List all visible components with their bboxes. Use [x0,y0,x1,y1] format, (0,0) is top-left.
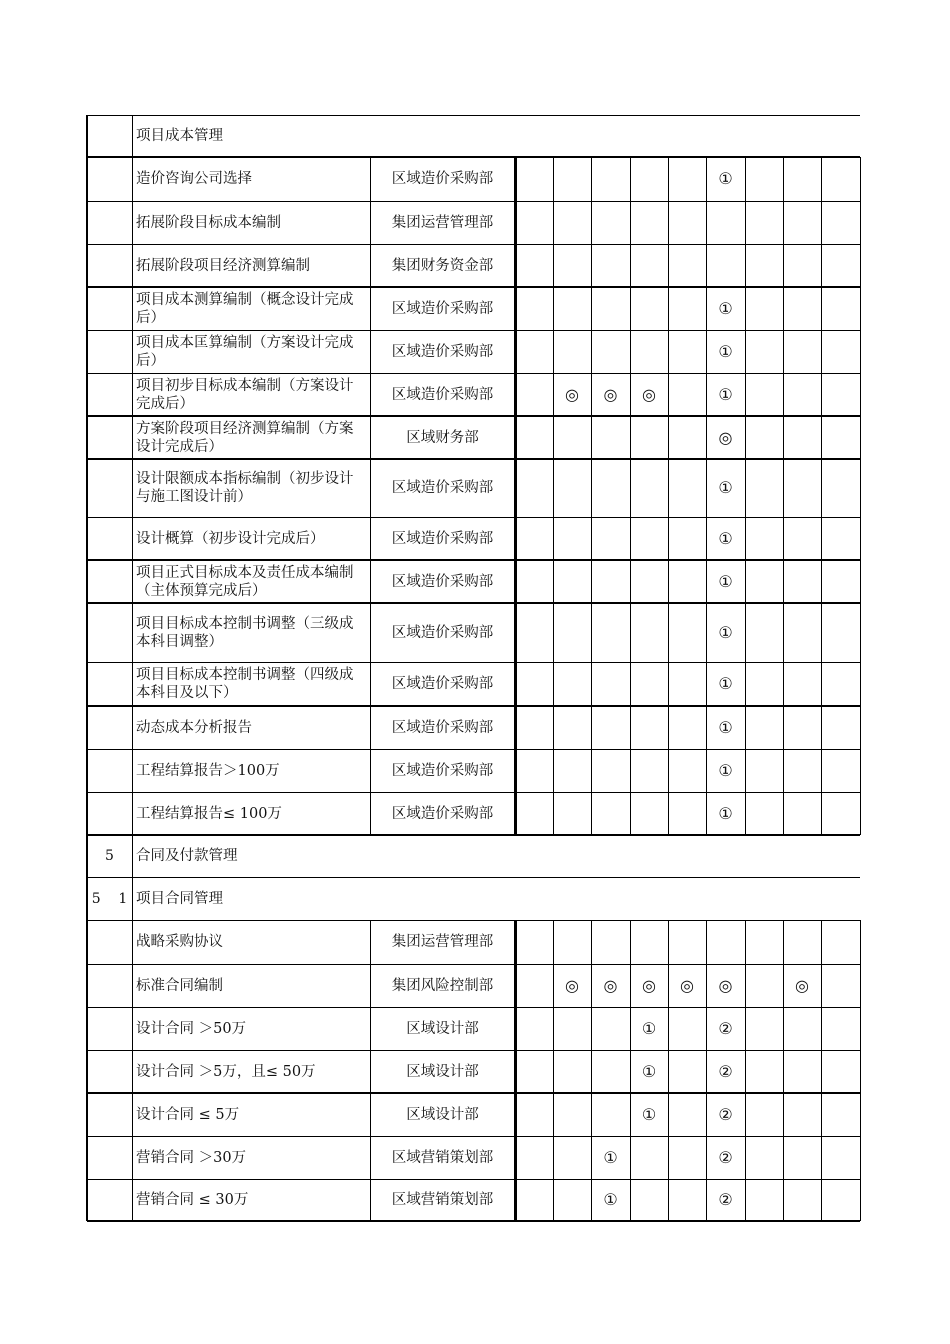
approval-mark-cell [821,287,860,330]
approval-mark-cell [783,459,821,517]
approval-mark-cell [515,662,553,706]
item-name: 工程结算报告≤ 100万 [136,805,282,822]
approval-mark-cell: ① [641,1018,657,1038]
approval-mark-cell [553,560,591,603]
approval-mark-cell [821,560,860,603]
grid-line-vertical [706,157,707,835]
responsible-department: 区域造价采购部 [391,805,494,822]
item-name: 设计合同 ＞5万，且≤ 50万 [136,1063,316,1080]
approval-mark-cell [630,792,668,835]
approval-mark-cell [553,1136,591,1179]
approval-mark-cell [591,560,630,603]
responsible-department: 区域造价采购部 [391,480,494,496]
approval-mark-cell [783,157,821,201]
approval-mark-cell [515,517,553,560]
approval-mark-cell [591,459,630,517]
row-number [87,115,132,157]
approval-mark-cell [591,662,630,706]
approval-mark-cell: ◎ [642,384,656,404]
approval-mark-cell [783,920,821,964]
approval-mark-cell [630,201,668,244]
item-name: 设计概算（初步设计完成后） [136,530,325,547]
section-title: 项目成本管理 [136,128,223,144]
approval-mark-cell [706,201,745,244]
approval-mark-cell [515,603,553,662]
approval-mark-cell [821,459,860,517]
approval-mark-cell [668,1136,706,1179]
approval-mark-cell [821,749,860,792]
approval-mark-cell: ② [718,1018,733,1038]
approval-mark-cell [668,416,706,459]
approval-mark-cell [668,1007,706,1050]
item-name: 营销合同 ＞30万 [136,1149,247,1166]
approval-mark-cell [630,749,668,792]
item-name: 设计限额成本指标编制（初步设计与施工图设计前） [136,471,354,505]
approval-mark-cell [821,662,860,706]
approval-mark-cell [515,1050,553,1093]
approval-mark-cell [821,792,860,835]
approval-mark-cell [668,662,706,706]
approval-mark-cell [591,244,630,287]
approval-mark-cell: ◎ [603,384,618,404]
approval-mark-cell: ② [718,1104,733,1124]
approval-mark-cell: ① [718,384,733,404]
approval-mark-cell [745,1093,783,1136]
approval-mark-cell: ◎ [565,975,579,995]
approval-mark-cell [668,603,706,662]
item-name: 造价咨询公司选择 [136,171,252,187]
grid-line-vertical [86,115,88,1221]
grid-line-vertical [668,920,669,1221]
approval-mark-cell [745,287,783,330]
approval-mark-cell [745,920,783,964]
approval-mark-cell [745,517,783,560]
approval-mark-cell [553,1093,591,1136]
row-number [87,157,132,201]
row-number [87,706,132,749]
approval-mark-cell [591,287,630,330]
grid-line-vertical [745,920,746,1221]
approval-mark-cell [515,373,553,416]
approval-mark-cell [821,1050,860,1093]
item-name: 营销合同 ≤ 30万 [136,1192,249,1208]
approval-mark-cell [783,1007,821,1050]
approval-mark-cell [821,1007,860,1050]
approval-mark-cell [745,244,783,287]
approval-mark-cell: ① [641,1104,657,1124]
approval-mark-cell [783,1093,821,1136]
approval-mark-cell: ◎ [642,975,656,995]
row-number [87,201,132,244]
approval-mark-cell [668,157,706,201]
approval-mark-cell [553,749,591,792]
approval-mark-cell [783,244,821,287]
item-name: 项目初步目标成本编制（方案设计完成后） [136,377,354,412]
grid-line-horizontal [87,115,860,116]
approval-mark-cell: ① [718,298,733,318]
item-name: 设计合同 ≤ 5万 [136,1106,240,1123]
item-name: 项目目标成本控制书调整（四级成本科目及以下） [136,667,354,701]
responsible-department: 区域造价采购部 [391,719,494,736]
approval-mark-cell [515,749,553,792]
responsible-department: 区域造价采购部 [391,573,494,590]
approval-mark-cell [515,1093,553,1136]
approval-mark-cell: ① [718,622,733,642]
row-number [87,244,132,287]
row-number [87,1007,132,1050]
row-number: 5 [105,848,114,864]
approval-mark-cell: ◎ [680,975,694,995]
approval-mark-cell: ② [718,1190,733,1209]
approval-mark-cell [783,373,821,416]
approval-mark-cell [553,244,591,287]
approval-mark-cell [591,517,630,560]
approval-mark-cell [515,244,553,287]
approval-mark-cell [745,157,783,201]
approval-mark-cell [783,330,821,373]
approval-mark-cell [515,330,553,373]
approval-mark-cell [630,1179,668,1221]
row-number [87,560,132,603]
approval-mark-cell [668,560,706,603]
responsible-department: 区域造价采购部 [391,676,494,692]
approval-mark-cell [821,1136,860,1179]
approval-mark-cell [553,920,591,964]
approval-mark-cell [668,373,706,416]
approval-mark-cell [630,459,668,517]
approval-mark-cell [745,416,783,459]
grid-line-vertical [514,920,517,1221]
approval-mark-cell [591,416,630,459]
item-name: 拓展阶段目标成本编制 [136,214,281,231]
row-number [87,1093,132,1136]
grid-line-vertical [860,920,861,1221]
approval-mark-cell [553,603,591,662]
approval-mark-cell [553,287,591,330]
approval-mark-cell [668,201,706,244]
grid-line-vertical [860,157,861,835]
approval-mark-cell [783,1136,821,1179]
approval-mark-cell: ① [603,1147,618,1167]
approval-mark-cell [630,560,668,603]
approval-mark-cell [745,792,783,835]
grid-line-vertical [591,157,592,835]
responsible-department: 区域造价采购部 [391,300,494,317]
approval-mark-cell [553,1007,591,1050]
item-name: 战略采购协议 [136,934,223,950]
approval-mark-cell [745,459,783,517]
approval-mark-cell [745,330,783,373]
grid-line-vertical [514,157,517,835]
approval-mark-cell [745,373,783,416]
approval-mark-cell: ◎ [565,384,579,404]
grid-line-vertical [783,920,784,1221]
item-name: 项目正式目标成本及责任成本编制（主体预算完成后） [136,564,354,599]
approval-mark-cell [553,201,591,244]
approval-mark-cell [745,201,783,244]
approval-mark-cell [515,1007,553,1050]
approval-mark-cell: ① [718,341,733,361]
row-number [87,517,132,560]
approval-mark-cell [783,662,821,706]
approval-mark-cell [591,157,630,201]
approval-mark-cell: ① [641,1061,657,1081]
approval-mark-cell: ◎ [718,427,733,447]
approval-mark-cell [668,244,706,287]
approval-mark-cell [630,157,668,201]
approval-mark-cell [783,1179,821,1221]
approval-mark-cell [745,964,783,1007]
approval-mark-cell [515,706,553,749]
approval-mark-cell [821,244,860,287]
section-row [87,115,860,157]
responsible-department: 区域财务部 [406,429,479,446]
approval-mark-cell [783,287,821,330]
approval-mark-cell [591,603,630,662]
approval-mark-cell [783,792,821,835]
row-number [87,459,132,517]
row-number [87,603,132,662]
grid-line-vertical [553,920,554,1221]
approval-mark-cell [783,749,821,792]
section-row [87,877,860,920]
approval-mark-cell [630,244,668,287]
approval-mark-cell [668,920,706,964]
responsible-department: 区域造价采购部 [391,171,494,187]
approval-mark-cell [668,287,706,330]
responsible-department: 集团财务资金部 [391,257,494,274]
approval-mark-cell [821,330,860,373]
approval-mark-cell [821,964,860,1007]
approval-mark-cell: ① [718,528,733,548]
grid-line-horizontal [87,877,860,878]
responsible-department: 区域造价采购部 [391,386,494,403]
approval-mark-cell [668,517,706,560]
approval-mark-cell [591,706,630,749]
approval-mark-cell [821,603,860,662]
approval-mark-cell [668,706,706,749]
item-name: 设计合同 ＞50万 [136,1020,247,1037]
approval-mark-cell [668,792,706,835]
item-name: 动态成本分析报告 [136,719,252,736]
approval-mark-cell [706,244,745,287]
responsible-department: 区域营销策划部 [391,1192,494,1208]
approval-mark-cell [630,920,668,964]
responsible-department: 集团风险控制部 [391,977,494,994]
responsible-department: 区域设计部 [406,1020,479,1037]
item-name: 项目成本匡算编制（方案设计完成后） [136,334,354,369]
grid-line-vertical [370,157,371,835]
approval-mark-cell [783,517,821,560]
approval-mark-cell [553,706,591,749]
approval-mark-cell [783,706,821,749]
row-number [87,1179,132,1221]
approval-mark-cell [515,920,553,964]
approval-mark-cell [821,201,860,244]
approval-mark-cell [783,416,821,459]
approval-mark-cell [783,560,821,603]
approval-mark-cell [745,706,783,749]
approval-mark-cell: ◎ [795,975,809,995]
row-number [87,662,132,706]
responsible-department: 区域设计部 [406,1063,479,1080]
approval-mark-cell: ② [718,1061,733,1081]
approval-mark-cell [783,201,821,244]
approval-mark-cell [591,749,630,792]
grid-line-vertical [745,157,746,835]
row-number [87,792,132,835]
approval-mark-cell [630,706,668,749]
row-number [87,964,132,1007]
approval-mark-cell [706,920,745,964]
grid-line-vertical [668,157,669,835]
approval-mark-cell [745,603,783,662]
grid-line-vertical [821,157,822,835]
approval-mark-cell: ① [718,478,733,497]
approval-mark-cell [591,1050,630,1093]
approval-mark-cell [515,1179,553,1221]
approval-mark-cell [821,706,860,749]
grid-line-vertical [630,920,631,1221]
grid-line-vertical [630,157,631,835]
approval-mark-cell [821,373,860,416]
approval-mark-cell [553,416,591,459]
approval-mark-cell [668,330,706,373]
approval-mark-cell [553,517,591,560]
section-row [87,835,860,877]
approval-mark-cell [515,287,553,330]
approval-mark-cell [591,1007,630,1050]
approval-mark-cell [591,920,630,964]
approval-mark-cell [553,1179,591,1221]
approval-mark-cell [630,330,668,373]
grid-line-vertical [553,157,554,835]
responsible-department: 区域造价采购部 [391,624,494,641]
row-number [87,920,132,964]
approval-mark-cell [630,416,668,459]
section-title: 合同及付款管理 [136,848,238,864]
approval-mark-cell: ◎ [603,975,618,995]
approval-mark-cell [553,1050,591,1093]
approval-mark-cell [591,330,630,373]
approval-mark-cell [553,459,591,517]
approval-mark-cell [591,1093,630,1136]
approval-mark-cell [515,459,553,517]
row-number [87,416,132,459]
responsible-department: 区域设计部 [406,1106,479,1123]
approval-mark-cell [630,603,668,662]
approval-mark-cell [745,662,783,706]
responsible-department: 集团运营管理部 [391,214,494,231]
row-number [87,749,132,792]
grid-line-vertical [132,115,133,1221]
approval-mark-cell: ② [718,1147,733,1167]
approval-mark-cell [745,1136,783,1179]
approval-mark-cell [821,157,860,201]
responsible-department: 集团运营管理部 [391,934,494,950]
approval-mark-cell [668,749,706,792]
approval-mark-cell [591,792,630,835]
row-number [87,1136,132,1179]
approval-mark-cell [821,920,860,964]
grid-line-vertical [821,920,822,1221]
approval-mark-cell [515,1136,553,1179]
approval-mark-cell [783,1050,821,1093]
grid-line-vertical [591,920,592,1221]
item-name: 标准合同编制 [136,977,223,994]
approval-mark-cell: ◎ [718,975,733,995]
section-title: 项目合同管理 [136,890,223,907]
responsible-department: 区域营销策划部 [391,1149,494,1166]
approval-mark-cell [553,792,591,835]
row-number [87,373,132,416]
approval-mark-cell [821,1093,860,1136]
approval-mark-cell: ① [718,717,733,737]
approval-mark-cell [515,964,553,1007]
approval-mark-cell: ① [718,571,733,591]
approval-mark-cell: ① [718,169,733,188]
responsible-department: 区域造价采购部 [391,343,494,360]
approval-mark-cell [668,1050,706,1093]
approval-mark-cell [745,1050,783,1093]
approval-mark-cell [821,1179,860,1221]
approval-mark-cell: ① [718,803,733,823]
row-number: 5 1 [91,890,128,907]
approval-mark-cell [553,662,591,706]
grid-line-vertical [706,920,707,1221]
approval-mark-cell [668,1093,706,1136]
approval-mark-cell [630,662,668,706]
approval-mark-cell [591,201,630,244]
approval-mark-cell [515,416,553,459]
approval-mark-cell [553,330,591,373]
row-number [87,1050,132,1093]
item-name: 方案阶段项目经济测算编制（方案设计完成后） [136,420,354,455]
approval-mark-cell [515,201,553,244]
approval-mark-cell: ① [718,760,733,780]
approval-mark-cell: ① [603,1190,618,1209]
approval-mark-cell: ① [718,674,733,693]
approval-mark-cell [745,1007,783,1050]
grid-line-vertical [783,157,784,835]
approval-mark-cell [745,560,783,603]
approval-mark-cell [630,287,668,330]
item-name: 项目成本测算编制（概念设计完成后） [136,291,354,326]
approval-mark-cell [745,749,783,792]
approval-mark-cell [515,560,553,603]
responsible-department: 区域造价采购部 [391,762,494,779]
approval-mark-cell [668,1179,706,1221]
item-name: 项目目标成本控制书调整（三级成本科目调整） [136,615,354,650]
grid-line-vertical [370,920,371,1221]
row-number [87,287,132,330]
responsible-department: 区域造价采购部 [391,530,494,547]
row-number [87,330,132,373]
approval-mark-cell [630,1136,668,1179]
approval-mark-cell [821,517,860,560]
approval-mark-cell [668,459,706,517]
approval-mark-cell [745,1179,783,1221]
approval-mark-cell [515,157,553,201]
approval-mark-cell [630,517,668,560]
approval-mark-cell [515,792,553,835]
approval-mark-cell [553,157,591,201]
item-name: 工程结算报告＞100万 [136,762,280,779]
approval-mark-cell [783,603,821,662]
approval-mark-cell [821,416,860,459]
item-name: 拓展阶段项目经济测算编制 [136,257,310,274]
